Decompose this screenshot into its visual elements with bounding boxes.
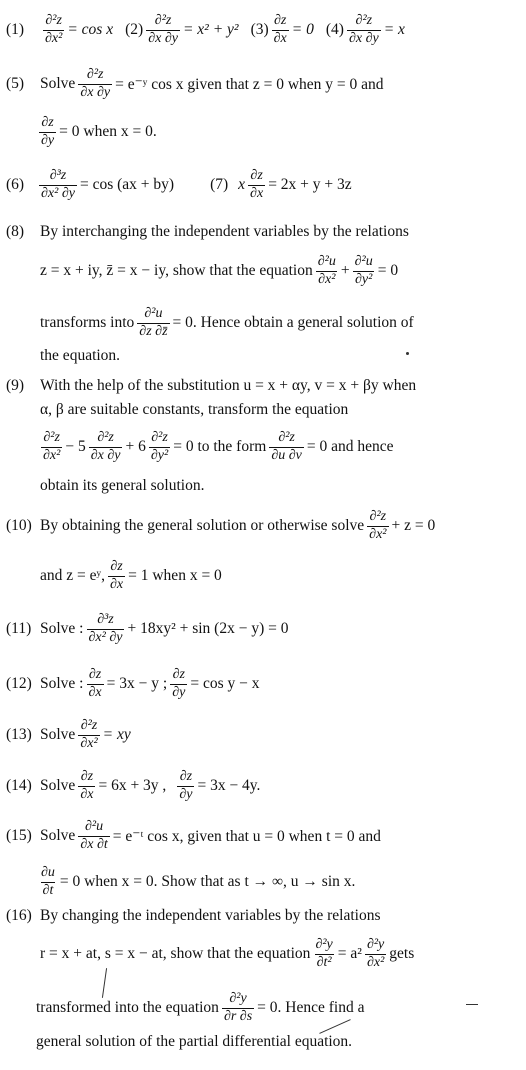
fraction: $\frac{\text{∂²u}}{\partial z \partial z̄}$ [139,305,168,339]
problem-number: (8) [6,223,25,240]
problem-11: (11) Solve : $\frac{\text{∂³z}}{\text{∂x² ∂y}}$ + 18xy² + sin (2x − y) = 0 [6,611,289,645]
problem-13: (13) Solve $\frac{\text{∂²z}}{\text{∂x²}}$ = xy [6,717,131,751]
problem-15-line-1: (15) Solve $\frac{\text{∂²u}}{\partial x \partial t}$ = e⁻ᵗ cos x, given that u = 0 when t = 0 and [6,818,381,852]
problems-1-to-4 [0,8,526,52]
fraction: $\frac{\text{∂²z}}{\partial u \partial v}$ [271,429,302,463]
problem-10-line-1: (10) By obtaining the general solution or otherwise solve $\frac{\text{∂²z}}{\text{∂x²}}$ + z = 0 [6,508,436,542]
problem-15-line-2: $\frac{\partial u}{\partial t}$ = 0 when x = 0. Show that as t → ∞, u → sin x. [41,864,356,898]
problem-number: (9) [6,377,25,394]
problem-14: (14) Solve $\frac{\partial z}{\partial x}$ = 6x + 3y , $\frac{\partial z}{\partial y}$ = 3x − 4y. [6,768,261,802]
problem-number: (12) [6,675,32,692]
pencil-mark [466,1004,478,1005]
problem-5-line-2: $\frac{\partial z}{\partial y}$ = 0 when x = 0. [41,114,157,148]
problem-number: (14) [6,777,32,794]
problem-16-line-2: r = x + at, s = x − at, show that the equation $\frac{\text{∂²y}}{\text{∂t²}}$ = a² $\frac{\text{∂²y}}{\text{∂x²}}$ gets [40,936,415,970]
fraction: $\frac{\partial z}{\partial y}$ [179,768,193,802]
fraction: $\frac{\text{∂²u}}{\text{∂x²}}$ [317,253,336,287]
fraction: $\frac{\text{∂²z}}{\partial x \partial y}$ [80,66,111,100]
fraction: $\frac{\text{∂²y}}{\text{∂t²}}$ [315,936,333,970]
problem-number: (13) [6,726,32,743]
problem-number: (2) [125,21,144,38]
problem-12: (12) Solve : $\frac{\partial z}{\partial x}$ = 3x − y ; $\frac{\partial z}{\partial y}$ = cos y − x [6,666,260,700]
problem-number: (10) [6,517,32,534]
problem-number: (3) [250,21,269,38]
expression: = x [383,21,405,38]
problem-number: (11) [6,620,32,637]
problem-9-line-4: obtain its general solution. [40,477,205,494]
fraction: $\frac{\partial z}{\partial y}$ [172,666,186,700]
fraction: $\frac{\text{∂²y}}{\partial r \partial s}$ [223,990,253,1024]
problem-number: (7) [210,176,229,193]
fraction: $\frac{\text{∂²y}}{\text{∂x²}}$ [366,936,385,970]
problems-6-7: (6) $\frac{\text{∂³z}}{\text{∂x² ∂y}}$ = cos (ax + by) (7) x $\frac{\partial z}{\partial x}$ = 2x + y + 3z [6,167,352,201]
fraction: $\frac{\partial z}{\partial y}$ [41,114,55,148]
fraction: $\frac{\text{∂²z}}{\partial x \partial y}$ [90,429,121,463]
expression: = x² + y² [182,21,239,38]
fraction: $\frac{\text{∂²z}}{\text{∂y²}}$ [150,429,169,463]
fraction: $\frac{\partial z}{\partial x}$ [80,768,94,802]
problem-5-line-1: (5) Solve $\frac{\text{∂²z}}{\partial x \partial y}$ = e⁻ʸ cos x given that z = 0 when y = 0 and [6,66,384,100]
problem-number: (5) [6,75,25,92]
ink-dot [406,352,409,355]
fraction: $\frac{\text{∂²u}}{\text{∂y²}}$ [354,253,373,287]
problem-9-line-2: α, β are suitable constants, transform the equation [40,401,349,418]
problem-number: (1) [6,21,25,38]
problem-8-line-4: the equation. [40,347,121,364]
problem-8-line-3: transforms into $\frac{\text{∂²u}}{\partial z \partial z̄}$ = 0. Hence obtain a general solution of [40,305,414,339]
fraction: $\frac{\partial z}{\partial x}$ [273,12,287,46]
problem-8-line-1: (8) By interchanging the independent variables by the relations [6,223,409,240]
fraction: $\frac{\text{∂²z}}{\text{∂x²}}$ [43,429,61,463]
problem-16-line-1: (16) By changing the independent variables by the relations [6,907,381,924]
fraction: $\frac{\text{∂²z}}{\text{∂x²}}$ [80,717,98,751]
fraction: $\frac{\text{∂²z}}{\text{∂x²}}$ [45,12,63,46]
fraction: $\frac{\partial u}{\partial t}$ [41,864,55,898]
problem-number: (4) [325,21,344,38]
fraction: $\frac{\partial z}{\partial x}$ [250,167,264,201]
problem-10-line-2: and z = eʸ, $\frac{\partial z}{\partial x}$ = 1 when x = 0 [40,558,222,592]
fraction: $\frac{\text{∂²z}}{\text{∂x²}}$ [369,508,387,542]
problem-number: (16) [6,907,32,924]
fraction: $\frac{\text{∂²u}}{\partial x \partial t}$ [80,818,108,852]
problem-16-line-4: general solution of the partial differential equation. [36,1033,353,1050]
problem-16-line-3: transformed into the equation $\frac{\text{∂²y}}{\partial r \partial s}$ = 0. Hence find a [36,990,365,1024]
expression: = cos x [67,21,114,38]
fraction: $\frac{\partial z}{\partial x}$ [88,666,102,700]
problem-9-line-1: (9) With the help of the substitution u = x + αy, v = x + βy when [6,377,417,394]
fraction: $\frac{\partial z}{\partial x}$ [109,558,124,592]
fraction: $\frac{\text{∂²z}}{\partial x \partial y}$ [148,12,178,46]
fraction: $\frac{\text{∂³z}}{\text{∂x² ∂y}}$ [41,167,75,201]
problem-number: (6) [6,176,25,193]
expression: = 0 [291,21,314,38]
problem-9-line-3: $\frac{\text{∂²z}}{\text{∂x²}}$ − 5 $\frac{\text{∂²z}}{\partial x \partial y}$ + 6 $\frac{\text{∂²z}}{\text{∂y²}}$ = 0 to the form $\frac{\text{∂²z}}{\partial u \partial v}$ = 0 and hence [43,429,394,463]
fraction: $\frac{\text{∂³z}}{\text{∂x² ∂y}}$ [88,611,123,645]
problem-number: (15) [6,827,32,844]
fraction: $\frac{\text{∂²z}}{\partial x \partial y}$ [348,12,379,46]
problem-8-line-2: z = x + iy, z̄ = x − iy, show that the equation $\frac{\text{∂²u}}{\text{∂x²}}$ + $\frac{\text{∂²u}}{\text{∂y²}}$ = 0 [40,253,399,287]
